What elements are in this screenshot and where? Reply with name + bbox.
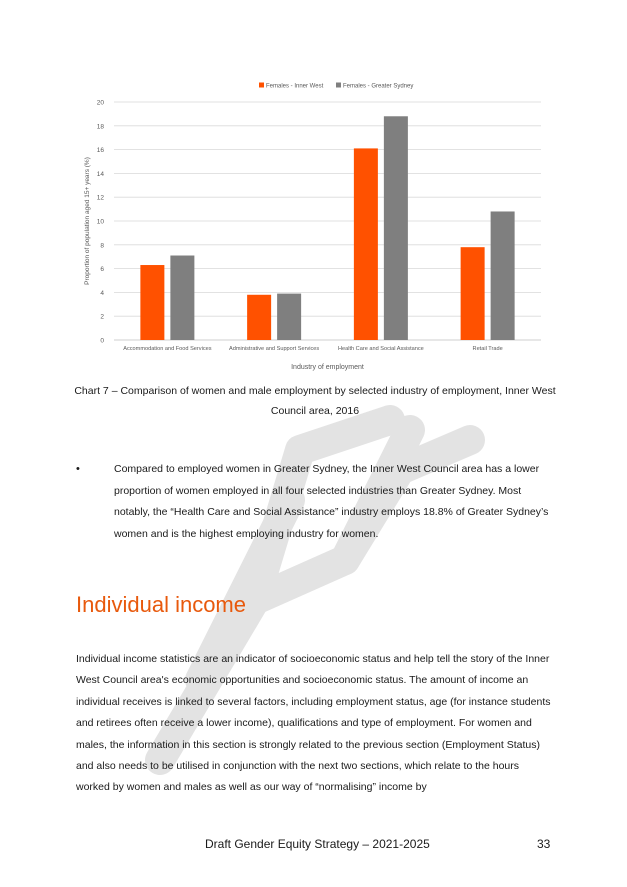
industry-employment-chart <box>76 74 546 374</box>
section-heading: Individual income <box>76 592 246 617</box>
bullet-text: Compared to employed women in Greater Sydney, the Inner West Council area has a lower proportion of women employed in all four selected industries than Greater Sydney. Most notably, the “Health Care and Social Assistance” industry employs 18.8% of Greater Sydney’s women and is the highest employing industry for women. <box>114 463 549 540</box>
chart-caption <box>70 381 560 421</box>
x-tick-label: Retail Trade <box>472 346 503 352</box>
y-tick-label: 14 <box>96 170 104 178</box>
bar-greater-sydney <box>277 294 301 340</box>
bar-inner-west <box>140 265 164 340</box>
legend-swatch <box>259 83 264 88</box>
y-tick-label: 12 <box>96 194 104 202</box>
bar-inner-west <box>354 148 378 340</box>
y-tick-label: 16 <box>96 147 104 155</box>
y-tick-label: 0 <box>100 337 104 345</box>
x-tick-label: Accommodation and Food Services <box>123 346 212 352</box>
y-tick-label: 20 <box>96 99 104 107</box>
bar-greater-sydney <box>170 256 194 340</box>
y-tick-label: 4 <box>100 289 104 297</box>
y-tick-label: 6 <box>100 266 104 274</box>
footer-title: Draft Gender Equity Strategy – 2021-2025 <box>205 837 430 851</box>
y-tick-label: 8 <box>100 242 104 250</box>
bar-greater-sydney <box>384 116 408 340</box>
y-tick-label: 10 <box>96 218 104 226</box>
y-tick-label: 18 <box>96 123 104 131</box>
legend-label: Females - Greater Sydney <box>343 83 414 90</box>
bar-greater-sydney <box>491 211 515 340</box>
legend-label: Females - Inner West <box>266 83 324 90</box>
bar-inner-west <box>247 295 271 340</box>
caption-line-1: Chart 7 – Comparison of women and male employment by selected industry of employment, Inner West <box>74 385 556 397</box>
body-paragraph: Individual income statistics are an indicator of socioeconomic status and help tell the story of the Inner West Council area's economic opportunities and socioeconomic status. The amount of income an individual receives is linked to several factors, including employment status, age (for instance students and retirees often receive a lower income), qualifications and type of employment. For women and males, the information in this section is strongly related to the previous section (Employment Status) and also needs to be utilised in conjunction with the next two sections, which relate to the hours worked by women and males as well as our way of “normalising” income by <box>76 653 551 794</box>
page-number: 33 <box>537 837 551 851</box>
legend-swatch <box>336 83 341 88</box>
bar-chart <box>76 74 546 374</box>
bar-inner-west <box>461 247 485 340</box>
caption-line-2: Council area, 2016 <box>270 405 360 417</box>
x-tick-label: Health Care and Social Assistance <box>337 346 424 352</box>
x-axis-label: Industry of employment <box>291 364 364 371</box>
bullet-symbol: • <box>76 463 80 475</box>
y-axis-label: Proportion of population aged 15+ years (%) <box>84 157 91 285</box>
x-tick-label: Administrative and Support Services <box>229 346 320 352</box>
y-tick-label: 2 <box>100 313 104 321</box>
